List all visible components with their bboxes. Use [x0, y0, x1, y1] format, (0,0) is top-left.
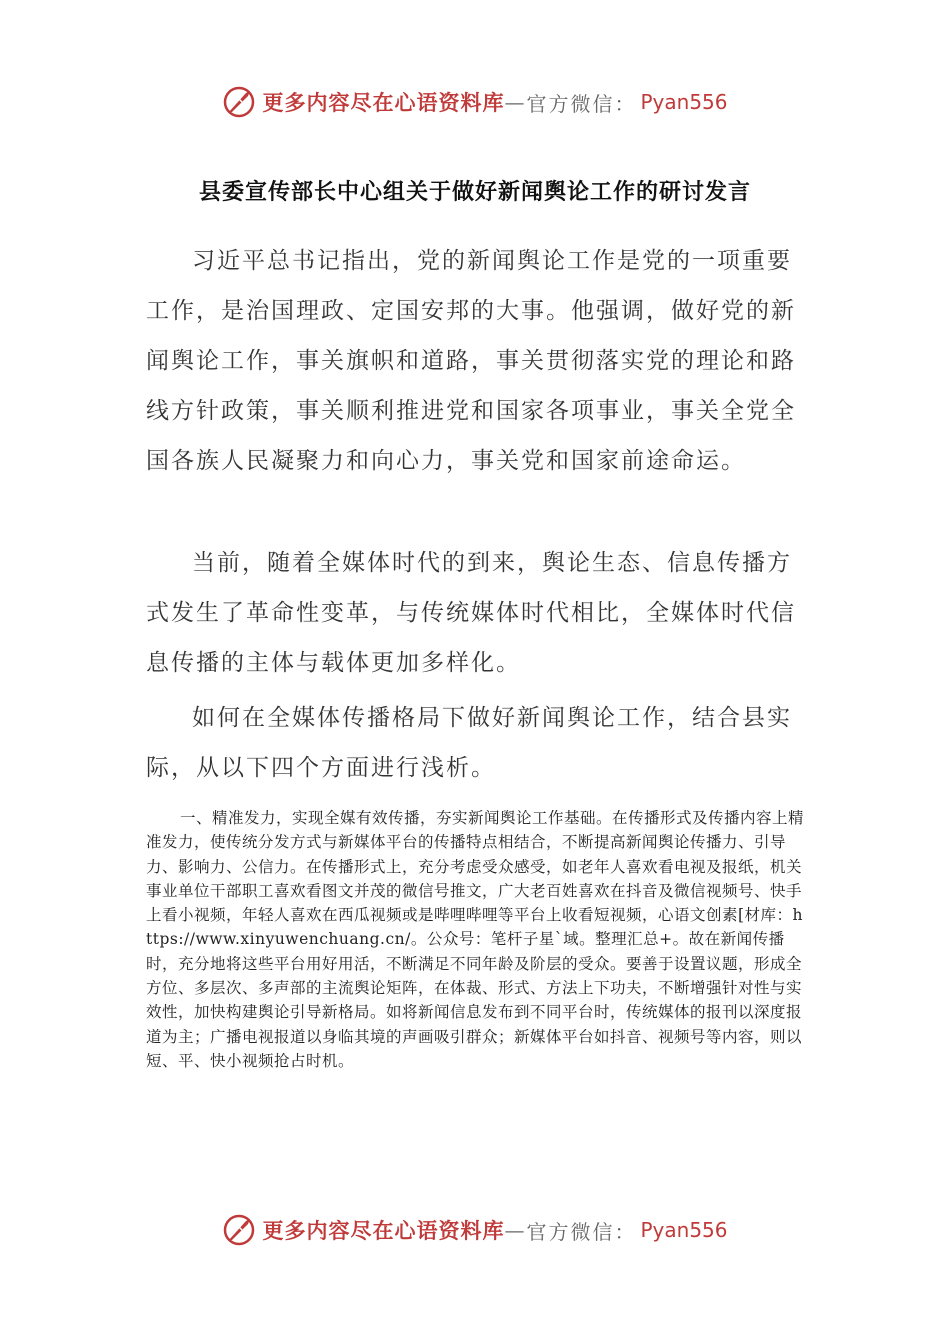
banner-main-text: 更多内容尽在心语资料库 — [262, 90, 505, 115]
banner-wechat-id: Pyan556 — [640, 1218, 728, 1242]
quill-logo-icon — [222, 1213, 256, 1247]
banner-wechat-id: Pyan556 — [640, 90, 728, 114]
banner-official-label: 官方微信： — [526, 1219, 637, 1244]
banner-official-label: 官方微信： — [526, 91, 637, 116]
banner-dash: — — [504, 90, 527, 114]
footer-banner — [0, 1210, 950, 1250]
quill-logo-icon — [222, 85, 256, 119]
paragraph-3: 如何在全媒体传播格局下做好新闻舆论工作，结合县实际，从以下四个方面进行浅析。 — [146, 705, 792, 781]
banner-dash: — — [504, 1218, 527, 1242]
document-title: 县委宣传部长中心组关于做好新闻舆论工作的研讨发言 — [198, 180, 751, 205]
paragraph-4: 一、精准发力，实现全媒有效传播，夯实新闻舆论工作基础。在传播形式及传播内容上精准发力，使传统分发方式与新媒体平台的传播特点相结合，不断提高新闻舆论传播力、引导力、影响力、公信力。在传播形式上，充分考虑受众感受，如老年人喜欢看电视及报纸，机关事业单位干部职工喜欢看图文并茂的微信号推文，广大老百姓喜欢在抖音及微信视频号、快手上看小视频，年轻人喜欢在西瓜视频或是哔哩哔哩等平台上收看短视频，心语文创素[材库：https://www.xinyuwenchuang.cn/。公众号：笔杆子星`域。整理汇总+。故在新闻传播时，充分地将这些平台用好用活，不断满足不同年龄及阶层的受众。要善于设置议题，形成全方位、多层次、多声部的主流舆论矩阵，在体裁、形式、方法上下功夫，不断增强针对性与实效性，加快构建舆论引导新格局。如将新闻信息发布到不同平台时，传统媒体的报刊以深度报道为主；广播电视报道以身临其境的声画吸引群众；新媒体平台如抖音、视频号等内容，则以短、平、快小视频抢占时机。 — [146, 809, 805, 1070]
header-banner — [0, 82, 950, 122]
banner-main-text: 更多内容尽在心语资料库 — [262, 1218, 505, 1243]
paragraph-1: 习近平总书记指出，党的新闻舆论工作是党的一项重要工作，是治国理政、定国安邦的大事。他强调，做好党的新闻舆论工作，事关旗帜和道路，事关贯彻落实党的理论和路线方针政策，事关顺利推进党和国家各项事业，事关全党全国各族人民凝聚力和向心力，事关党和国家前途命运。 — [146, 248, 796, 474]
paragraph-2: 当前，随着全媒体时代的到来，舆论生态、信息传播方式发生了革命性变革，与传统媒体时代相比，全媒体时代信息传播的主体与载体更加多样化。 — [146, 550, 796, 676]
